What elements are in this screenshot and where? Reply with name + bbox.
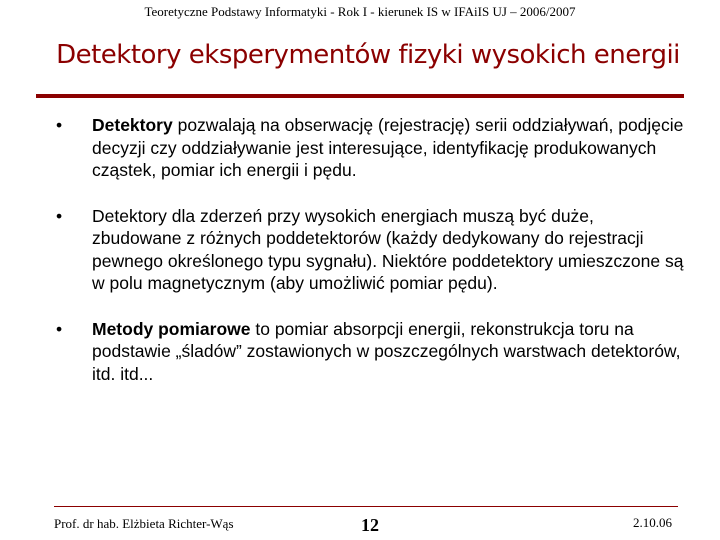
footer-divider [54, 506, 678, 507]
bullet-marker: • [56, 318, 63, 339]
bullet-text: to pomiar absorpcji energii, rekonstrukcja toru na podstawie „śladów” zostawionych w poszczególnych warstwach detektorów, itd. itd... [92, 318, 681, 384]
bullet-text: Detektory dla zderzeń przy wysokich energiach muszą być duże, zbudowane z różnych poddetektorów (każdy dedykowany do rejestracji pewnego określonego typu sygnału). Niektóre poddetektory umieszczone są w polu magnetycznym (aby umożliwić pomiar pędu). [92, 205, 684, 293]
course-header: Teoretyczne Podstawy Informatyki - Rok I - kierunek IS w IFAiIS UJ – 2006/2007 [144, 4, 576, 19]
page-number: 12 [361, 515, 379, 535]
bullet-item-detectors-purpose [0, 114, 687, 182]
bullet-list [0, 114, 720, 408]
bullet-item-detectors-size [0, 205, 687, 295]
slide-title: Detektory eksperymentów fizyki wysokich energii [56, 40, 680, 70]
title-divider [36, 94, 684, 98]
bullet-item-measurement-methods [0, 318, 687, 386]
bullet-text: pozwalają na obserwację (rejestrację) serii oddziaływań, podjęcie decyzji czy oddziaływanie jest interesujące, identyfikację produkowanych cząstek, pomiar ich energii i pędu. [92, 115, 684, 180]
bullet-marker: • [56, 205, 63, 226]
footer-author: Prof. dr hab. Elżbieta Richter-Wąs [54, 516, 234, 531]
bullet-marker: • [56, 115, 63, 135]
footer-date: 2.10.06 [633, 515, 672, 530]
bullet-bold-term: Detektory [92, 115, 173, 135]
bullet-bold-term: Metody pomiarowe [92, 318, 251, 339]
